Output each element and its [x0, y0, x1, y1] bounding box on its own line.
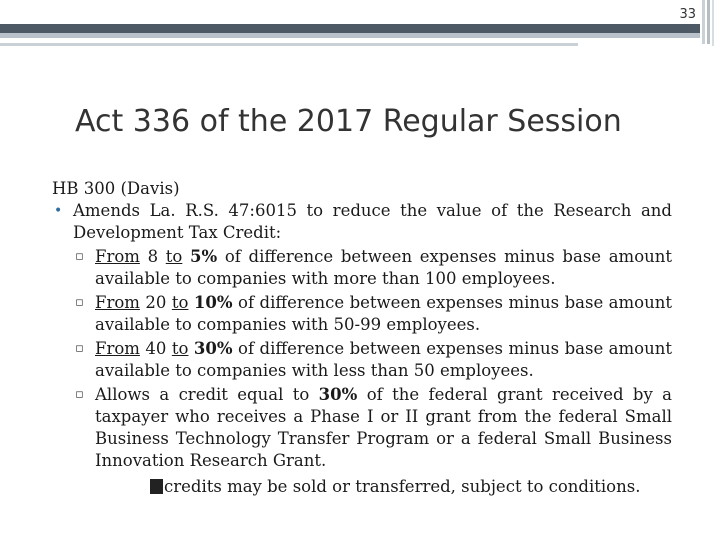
from-value: 40	[145, 339, 167, 358]
header-bar-shade	[0, 33, 700, 38]
allows-text: Allows a credit equal to	[95, 385, 310, 404]
to-value: 5%	[190, 247, 218, 266]
sub-item-mid-companies	[52, 292, 672, 336]
bullet-dot-icon: •	[54, 203, 63, 219]
from-value: 8	[147, 247, 159, 266]
slide-title: Act 336 of the 2017 Regular Session	[75, 104, 622, 139]
note-text: credits may be sold or transferred, subject to conditions.	[164, 477, 641, 496]
bullet-text: Amends La. R.S. 47:6015 to reduce the value of the Research and Development Tax Credit:	[73, 201, 672, 242]
sub-item-text: of difference between expenses minus base amount available to companies with 50-99 employees.	[95, 293, 672, 334]
header-bar	[0, 24, 700, 33]
sub-item-federal-grant	[52, 384, 672, 472]
bullet-item	[52, 200, 672, 244]
sub-item-large-companies	[52, 246, 672, 290]
to-word: to	[171, 293, 189, 312]
to-word: to	[165, 247, 183, 266]
from-word: From	[95, 293, 140, 312]
from-word: From	[95, 339, 140, 358]
square-bullet-icon: ▫	[75, 341, 84, 356]
to-word: to	[171, 339, 189, 358]
to-value: 30%	[193, 339, 233, 358]
from-value: 20	[145, 293, 167, 312]
corner-bar	[707, 0, 710, 44]
square-bullet-icon: ▫	[75, 295, 84, 310]
page-number: 33	[679, 7, 696, 22]
credits-note	[52, 476, 672, 498]
square-bullet-icon: ▫	[75, 387, 84, 402]
square-bullet-icon: ▫	[75, 249, 84, 264]
corner-bar	[712, 0, 714, 46]
to-value: 10%	[193, 293, 233, 312]
sub-item-text: of difference between expenses minus base amount available to companies with less than 50 employees.	[95, 339, 672, 380]
allows-percent: 30%	[318, 385, 358, 404]
sub-item-text: of difference between expenses minus base amount available to companies with more than 100 employees.	[95, 247, 673, 288]
allows-text-rest: of the federal grant received by a taxpayer who receives a Phase I or II grant from the federal Small Business Technology Transfer Program or a federal Small Business Innovation Research Grant.	[95, 385, 672, 470]
sub-item-small-companies	[52, 338, 672, 382]
missing-glyph-icon	[150, 479, 163, 494]
slide-body	[52, 178, 672, 498]
corner-bar	[702, 0, 705, 44]
header-rule	[0, 43, 578, 46]
bill-line: HB 300 (Davis)	[52, 179, 180, 198]
from-word: From	[95, 247, 140, 266]
